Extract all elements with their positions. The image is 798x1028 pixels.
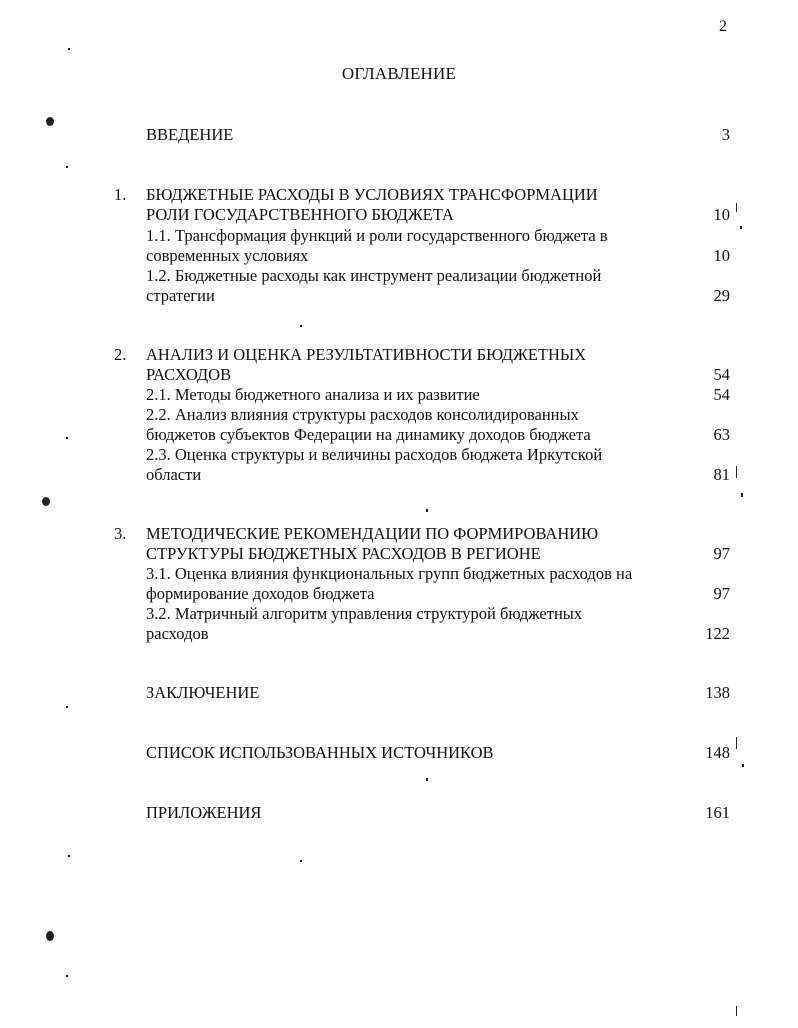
- chapter-2-title-line: АНАЛИЗ И ОЦЕНКА РЕЗУЛЬТАТИВНОСТИ БЮДЖЕТНЫХ: [146, 345, 587, 364]
- section-3-2-page: 122: [705, 624, 730, 643]
- chapter-3-title-line: СТРУКТУРЫ БЮДЖЕТНЫХ РАСХОДОВ В РЕГИОНЕ: [146, 544, 541, 563]
- scan-artifact: [42, 497, 50, 506]
- scan-artifact: [66, 166, 68, 168]
- section-2-2-line: 2.2. Анализ влияния структуры расходов консолидированных: [146, 405, 579, 424]
- section-2-3-line: 2.3. Оценка структуры и величины расходов бюджета Иркутской: [146, 445, 603, 464]
- section-2-2-page: 63: [713, 425, 730, 444]
- section-1-2-line: стратегии: [146, 286, 215, 305]
- scan-artifact: [426, 778, 428, 781]
- scan-artifact: [300, 860, 302, 862]
- toc-appendices-page: 161: [705, 803, 730, 822]
- section-1-2-page: 29: [713, 286, 730, 305]
- page-number: 2: [719, 18, 727, 35]
- toc-references-page: 148: [705, 743, 730, 762]
- scan-artifact: [46, 931, 54, 941]
- chapter-1-page: 10: [713, 205, 730, 224]
- toc-references-label: СПИСОК ИСПОЛЬЗОВАННЫХ ИСТОЧНИКОВ: [146, 743, 494, 762]
- scan-artifact: [68, 48, 70, 50]
- chapter-2-page: 54: [713, 365, 730, 384]
- chapter-3-page: 97: [713, 544, 730, 563]
- chapter-1-title-line: БЮДЖЕТНЫЕ РАСХОДЫ В УСЛОВИЯХ ТРАНСФОРМАЦИИ: [146, 185, 598, 204]
- scan-artifact: [66, 437, 68, 439]
- section-2-1-page: 54: [713, 385, 730, 404]
- toc-appendices-label: ПРИЛОЖЕНИЯ: [146, 803, 262, 822]
- scan-artifact: [741, 493, 743, 497]
- scan-artifact: [736, 203, 737, 212]
- scan-artifact: [68, 855, 70, 857]
- scan-artifact: [46, 117, 54, 126]
- section-1-1-line: 1.1. Трансформация функций и роли государственного бюджета в: [146, 226, 608, 245]
- section-1-2-line: 1.2. Бюджетные расходы как инструмент реализации бюджетной: [146, 266, 602, 285]
- page-title: ОГЛАВЛЕНИЕ: [341, 64, 457, 83]
- chapter-2-number: 2.: [114, 345, 127, 364]
- scan-artifact: [300, 325, 302, 327]
- toc-intro-label: ВВЕДЕНИЕ: [146, 125, 234, 144]
- scan-artifact: [426, 509, 428, 512]
- section-2-3-page: 81: [713, 465, 730, 484]
- toc-conclusion-page: 138: [705, 683, 730, 702]
- scan-artifact: [736, 466, 737, 478]
- toc-conclusion-label: ЗАКЛЮЧЕНИЕ: [146, 683, 260, 702]
- section-3-1-page: 97: [713, 584, 730, 603]
- chapter-3-number: 3.: [114, 524, 127, 543]
- section-1-1-line: современных условиях: [146, 246, 309, 265]
- section-3-2-line: расходов: [146, 624, 209, 643]
- scan-artifact: [736, 1006, 737, 1016]
- chapter-3-title-line: МЕТОДИЧЕСКИЕ РЕКОМЕНДАЦИИ ПО ФОРМИРОВАНИЮ: [146, 524, 599, 543]
- chapter-1-title-line: РОЛИ ГОСУДАРСТВЕННОГО БЮДЖЕТА: [146, 205, 454, 224]
- section-1-1-page: 10: [713, 246, 730, 265]
- toc-intro-page: 3: [721, 125, 730, 144]
- scan-artifact: [66, 975, 68, 977]
- scan-artifact: [742, 764, 744, 767]
- section-2-1-line: 2.1. Методы бюджетного анализа и их развитие: [146, 385, 480, 404]
- scan-artifact: [740, 226, 742, 229]
- chapter-2-title-line: РАСХОДОВ: [146, 365, 232, 384]
- section-2-2-line: бюджетов субъектов Федерации на динамику доходов бюджета: [146, 425, 591, 444]
- scan-artifact: [736, 737, 737, 749]
- section-2-3-line: области: [146, 465, 202, 484]
- scan-artifact: [66, 706, 68, 708]
- section-3-1-line: формирование доходов бюджета: [146, 584, 375, 603]
- section-3-1-line: 3.1. Оценка влияния функциональных групп бюджетных расходов на: [146, 564, 633, 583]
- section-3-2-line: 3.2. Матричный алгоритм управления структурой бюджетных: [146, 604, 583, 623]
- chapter-1-number: 1.: [114, 185, 127, 204]
